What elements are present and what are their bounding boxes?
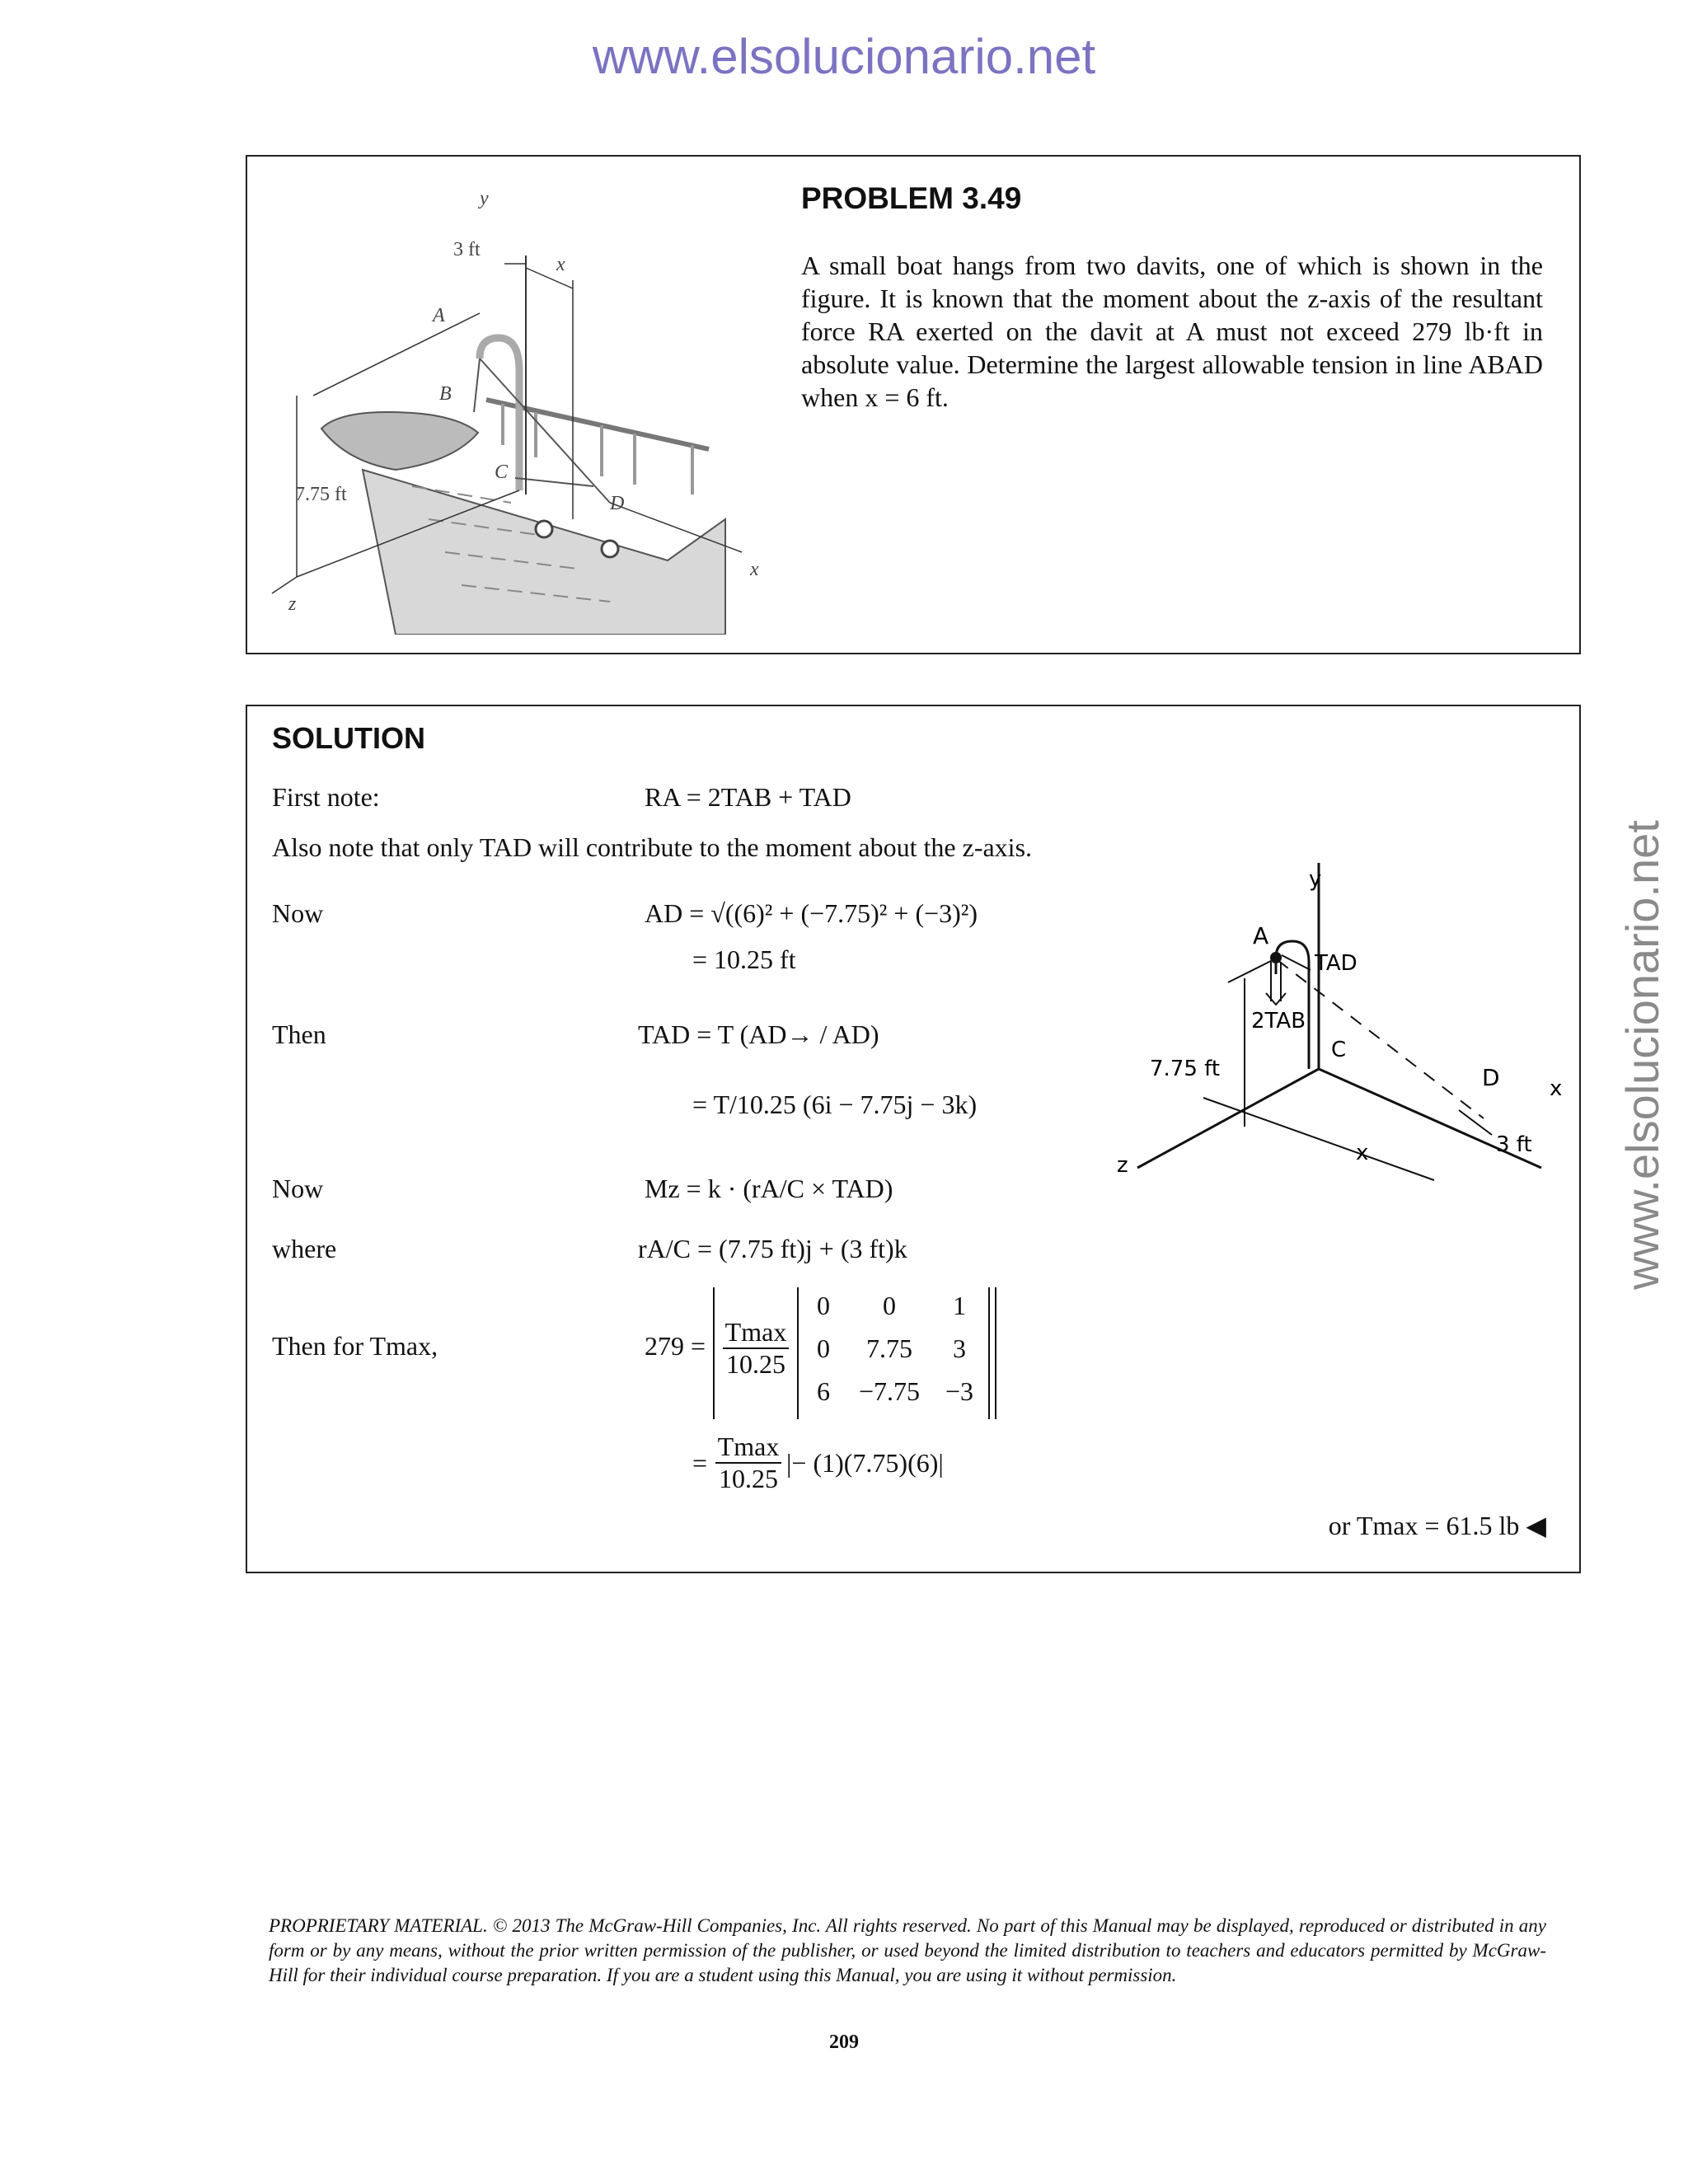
sketch-label-TAD: TAD [1315, 951, 1357, 976]
det-row-3 [799, 1376, 988, 1407]
sketch-label-3ft: 3 ft [1496, 1132, 1532, 1157]
where-label: where [272, 1234, 337, 1263]
tad-result: = T/10.25 (6i − 7.75j − 3k) [692, 1090, 978, 1119]
mz-equation: Mz = k · (rA/C × TAD) [645, 1174, 893, 1203]
final-expression: = Tmax 10.25 |− (1)(7.75)(6)| [692, 1432, 944, 1493]
solution-sketch [1104, 863, 1566, 1193]
solution-title: SOLUTION [272, 721, 425, 755]
tad-equation: TAD = T (AD→ / AD) [638, 1019, 879, 1049]
det-cell: 1 [953, 1291, 966, 1320]
fig-label-B: B [439, 383, 452, 405]
also-note-text: Also note that only TAD will contribute to the moment about the z-axis. [272, 832, 1033, 862]
sketch-label-C: C [1331, 1038, 1347, 1062]
determinant-block [713, 1287, 996, 1419]
now-label-1: Now [272, 898, 324, 928]
ad-result: = 10.25 ft [692, 944, 796, 974]
fig-label-A: A [433, 305, 445, 326]
sketch-label-x-dim: x [1356, 1141, 1369, 1165]
watermark-url-side: www.elsolucionario.net [1616, 820, 1668, 1290]
det-tmax-numerator: Tmax [723, 1317, 789, 1349]
answer-tmax: or Tmax = 61.5 lb ◀ [1328, 1511, 1546, 1540]
det-cell: 0 [817, 1291, 830, 1320]
determinant-matrix [797, 1287, 990, 1419]
fig-label-x-axis: x [750, 559, 759, 580]
problem-title: PROBLEM 3.49 [801, 181, 1022, 215]
fig-label-z-axis: z [288, 593, 297, 615]
first-note-equation: RA = 2TAB + TAD [645, 782, 851, 812]
fig-label-D: D [610, 493, 625, 514]
watermark-url-top: www.elsolucionario.net [592, 29, 1096, 84]
first-note-label: First note: [272, 782, 380, 812]
det-tmax-denominator: 10.25 [726, 1349, 785, 1379]
sketch-label-y: y [1309, 867, 1322, 892]
final-tmax-numerator: Tmax [715, 1432, 781, 1464]
fig-label-3ft: 3 ft [453, 239, 481, 260]
det-cell: 0 [817, 1333, 830, 1363]
det-row-2 [799, 1333, 988, 1364]
final-rhs: |− (1)(7.75)(6)| [786, 1448, 944, 1478]
det-cell: −3 [945, 1376, 974, 1406]
sketch-label-D: D [1482, 1064, 1500, 1091]
det-cell: 3 [953, 1333, 966, 1363]
boat-davit-figure [264, 173, 791, 635]
problem-statement: A small boat hangs from two davits, one of which is shown in the figure. It is known that the moment about the z-axis of the resultant force RA exerted on the davit at A must not exceed 279 lb·ft in absolute value. Determine the largest allowable tension in line ABAD when x = 6 ft. [801, 251, 1543, 412]
det-cell: 7.75 [866, 1333, 912, 1363]
det-row-1 [799, 1291, 988, 1321]
solution-box [246, 705, 1581, 1573]
det-cell: 6 [817, 1376, 830, 1406]
fig-label-height: 7.75 ft [295, 484, 347, 505]
final-tmax-denominator: 10.25 [719, 1464, 778, 1493]
sketch-label-2TAB: 2TAB [1251, 1009, 1306, 1033]
det-cell: −7.75 [858, 1376, 921, 1406]
proprietary-notice: PROPRIETARY MATERIAL. © 2013 The McGraw-Hill Companies, Inc. All rights reserved. No part of this Manual may be displayed, reproduced or distributed in any form or by any means, without the prior written permission of the publisher, or used beyond the limited distribution to teachers and educators permitted by McGraw-Hill for their individual course preparation. If you are a student using this Manual, you are using it without permission. [269, 1915, 1546, 1985]
sketch-label-z-axis: z [1117, 1153, 1128, 1178]
problem-box [246, 155, 1581, 654]
then-for-tmax-label: Then for Tmax, [272, 1331, 438, 1361]
sketch-label-A: A [1253, 922, 1269, 949]
now-label-2: Now [272, 1174, 324, 1203]
fig-label-x-dim: x [556, 254, 565, 275]
then-label: Then [272, 1019, 326, 1049]
r-ac-equation: rA/C = (7.75 ft)j + (3 ft)k [638, 1234, 907, 1263]
fig-label-C: C [495, 462, 509, 483]
sketch-label-x-axis: x [1550, 1076, 1563, 1101]
det-cell: 0 [883, 1291, 896, 1320]
sketch-label-height: 7.75 ft [1150, 1057, 1221, 1081]
page-number: 209 [829, 2032, 859, 2053]
fig-label-y: y [480, 188, 489, 209]
ad-equation: AD = √((6)² + (−7.75)² + (−3)²) [645, 898, 978, 928]
determinant-lhs: 279 = [645, 1331, 706, 1361]
